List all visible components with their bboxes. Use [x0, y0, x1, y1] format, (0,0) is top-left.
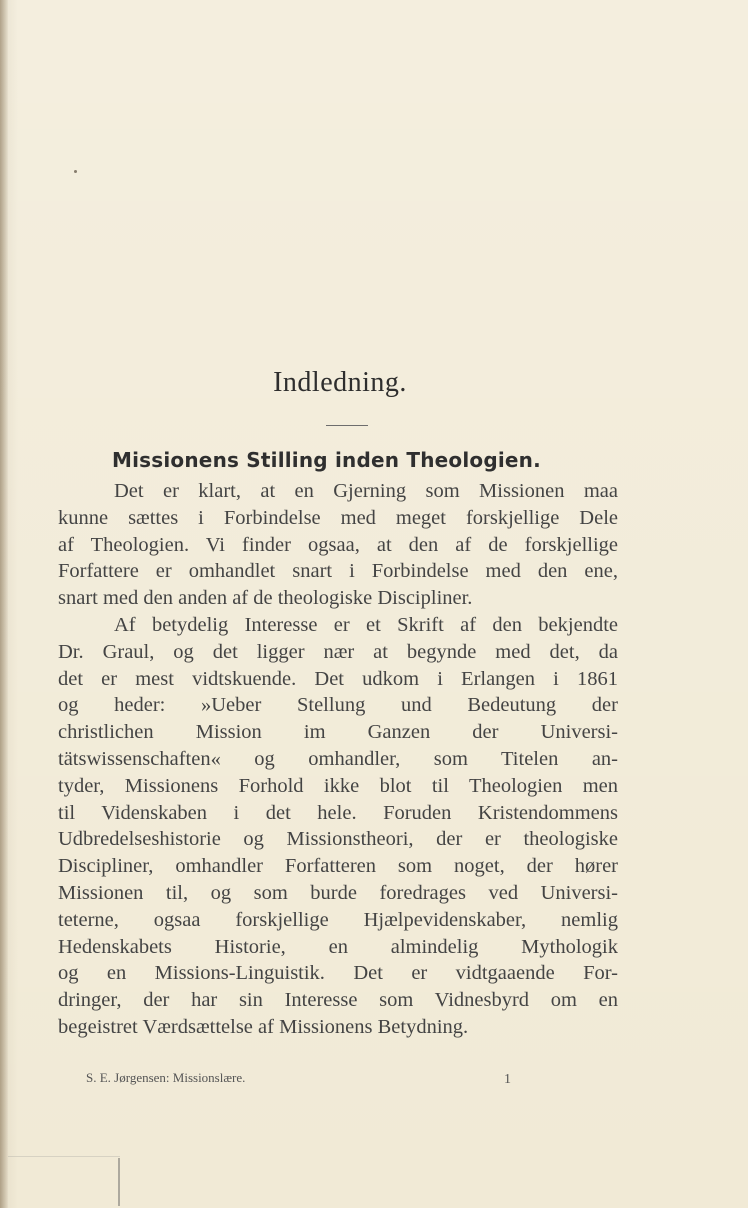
footer-signature: S. E. Jørgensen: Missionslære. — [86, 1070, 246, 1085]
text-line-20: dringer, der har sin Interesse som Vidnesbyrd om en — [58, 989, 618, 1012]
chapter-title: Indledning. — [273, 367, 407, 398]
body-text — [58, 478, 618, 1041]
section-heading: Missionens Stilling inden Theologien. — [112, 448, 541, 472]
text-line-21: begeistret Værdsættelse af Missionens Betydning. — [58, 1015, 469, 1038]
text-line-15: Discipliner, omhandler Forfatteren som noget, der hører — [58, 855, 618, 878]
text-line-9: og heder: »Ueber Stellung und Bedeutung der — [58, 694, 618, 717]
text-line-8: det er mest vidtskuende. Det udkom i Erlangen i 1861 — [58, 667, 618, 690]
text-line-12: tyder, Missionens Forhold ikke blot til Theologien men — [58, 774, 618, 797]
text-line-2: kunne sættes i Forbindelse med meget forskjellige Dele — [58, 506, 618, 529]
text-line-11: tätswissenschaften« og omhandler, som Titelen an- — [58, 747, 618, 770]
title-divider — [326, 425, 368, 426]
bottom-crop-mark — [118, 1158, 120, 1206]
text-line-18: Hedenskabets Historie, en almindelig Mythologik — [58, 935, 618, 958]
text-line-6: Af betydelig Interesse er et Skrift af den bekjendte — [114, 613, 618, 636]
bottom-crop-line — [8, 1156, 120, 1157]
text-line-17: teterne, ogsaa forskjellige Hjælpevidenskaber, nemlig — [58, 908, 618, 931]
page-number: 1 — [504, 1072, 511, 1087]
text-line-4: Forfattere er omhandlet snart i Forbindelse med den ene, — [58, 560, 618, 583]
text-line-19: og en Missions-Linguistik. Det er vidtgaaende For- — [58, 962, 618, 985]
text-line-3: af Theologien. Vi finder ogsaa, at den af de forskjellige — [58, 533, 618, 556]
text-line-5: snart med den anden af de theologiske Discipliner. — [58, 587, 473, 610]
text-line-16: Missionen til, og som burde foredrages ved Universi- — [58, 881, 618, 904]
paper-speck — [74, 170, 77, 173]
text-line-1: Det er klart, at en Gjerning som Missionen maa — [114, 480, 618, 502]
text-line-13: til Videnskaben i det hele. Foruden Kristendommens — [58, 801, 618, 824]
text-line-7: Dr. Graul, og det ligger nær at begynde med det, da — [58, 640, 618, 663]
text-line-10: christlichen Mission im Ganzen der Universi- — [58, 721, 618, 744]
text-line-14: Udbredelseshistorie og Missionstheori, der er theologiske — [58, 828, 618, 851]
page-left-edge — [0, 0, 8, 1208]
